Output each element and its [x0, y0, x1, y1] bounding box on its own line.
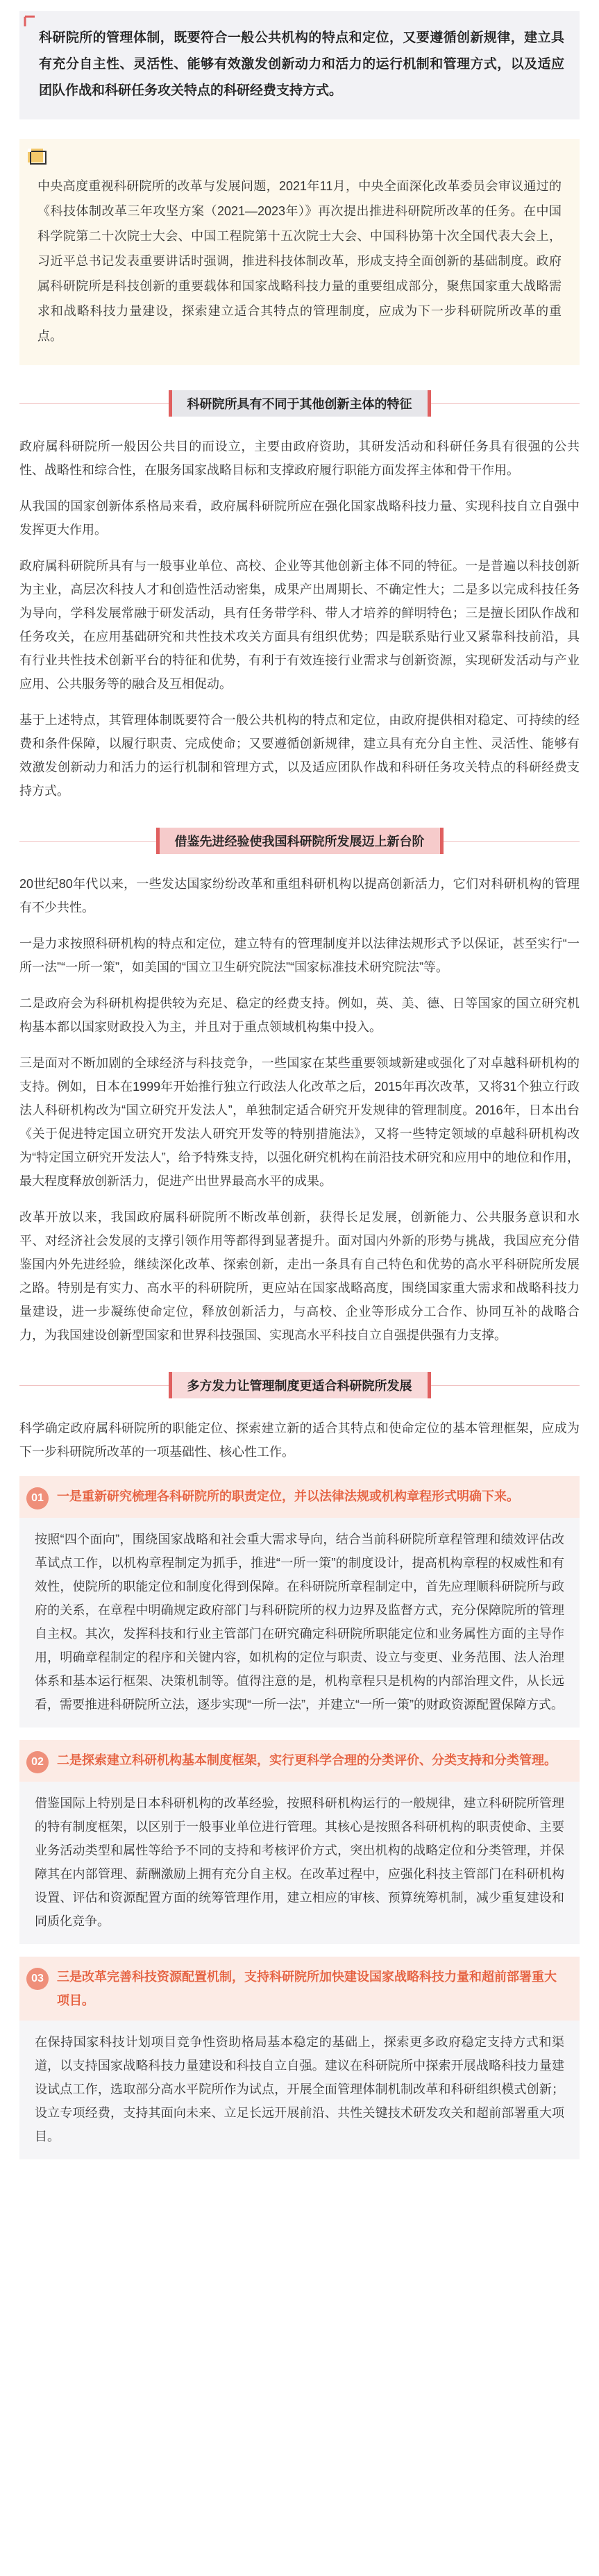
numbered-item-body: 在保持国家科技计划项目竞争性资助格局基本稳定的基础上，探索更多政府稳定支持方式和渠道，以支持国家战略科技力量建设和科技自立自强。建议在科研院所中探索开展战略科技力量建设试点工作，选取部分高水平院所作为试点，开展全面管理体制机制改革和科研组织模式创新；设立专项经费，支持其面向未来、立足长远开展前沿、共性关键技术研发攻关和超前部署重大项目。	[19, 2021, 580, 2159]
number-badge: 02	[26, 1751, 49, 1773]
quote-mark-icon	[26, 147, 47, 165]
background-quote-text: 中央高度重视科研院所的改革与发展问题，2021年11月，中央全面深化改革委员会审议通过的《科技体制改革三年攻坚方案（2021—2023年）》再次提出推进科研院所改革的任务。在中国科学院第二十次院士大会、中国工程院第十五次院士大会、中国科协第十次全国代表大会上，习近平总书记发表重要讲话时强调，推进科技体制改革，形成支持全面创新的基础制度。政府属科研院所是科技创新的重要载体和国家战略科技力量的重要组成部分，聚焦国家重大战略需求和战略科技力量建设，探索建立适合其特点的管理制度，应成为下一步科研院所改革的重点。	[37, 179, 562, 343]
paragraph: 政府属科研院所具有与一般事业单位、高校、企业等其他创新主体不同的特征。一是普遍以科技创新为主业，高层次科技人才和创造性活动密集，成果产出周期长、不确定性大；二是多以完成科技任务为导向，学科发展常融于研发活动，具有任务带学科、带人才培养的鲜明特色；三是擅长团队作战和任务攻关，在应用基础研究和共性技术攻关方面具有组织优势；四是联系贴行业又紧靠科技前沿，具有行业共性技术创新平台的特征和优势，有利于有效连接行业需求与创新资源，实现研发活动与产业应用、公共服务等的融合及互相促动。	[19, 559, 580, 691]
section-banner-2	[19, 828, 580, 854]
paragraph: 科学确定政府属科研院所的职能定位、探索建立新的适合其特点和使命定位的基本管理框架，应成为下一步科研院所改革的一项基础性、核心性工作。	[19, 1421, 580, 1459]
banner-divider	[431, 1385, 580, 1386]
paragraph: 20世纪80年代以来，一些发达国家纷纷改革和重组科研机构以提高创新活力，它们对科研机构的管理有不少共性。	[19, 877, 580, 914]
numbered-item-heading-1	[19, 1476, 580, 1518]
number-badge: 03	[26, 1968, 49, 1990]
paragraph: 三是面对不断加剧的全球经济与科技竞争，一些国家在某些重要领域新建或强化了对卓越科研机构的支持。例如，日本在1999年开始推行独立行政法人化改革之后，2015年再次改革，又将31个独立行政法人科研机构改为“国立研究开发法人”，单独制定适合研究开发规律的管理制度。2016年，日本出台《关于促进特定国立研究开发法人研究开发等的特别措施法》，又将一些特定领域的卓越科研机构改为“特定国立研究开发法人”，给予特殊支持，以强化研究机构在前沿技术研究和应用中的地位和作用，最大程度释放创新活力，促进产出世界最高水平的成果。	[19, 1056, 580, 1188]
number-badge: 01	[26, 1487, 49, 1509]
numbered-item-heading-2	[19, 1740, 580, 1782]
section-title-3: 多方发力让管理制度更适合科研院所发展	[169, 1372, 431, 1398]
lead-summary-box	[19, 11, 580, 119]
numbered-item-body: 借鉴国际上特别是日本科研机构的改革经验，按照科研机构运行的一般规律，建立科研院所管理的特有制度框架，以区别于一般事业单位进行管理。其核心是按照各科研机构的职责使命、主要业务活动类型和属性等给予不同的支持和考核评价方式，突出机构的战略定位和分类管理，并保障其在内部管理、薪酬激励上拥有充分自主权。在改革过程中，应强化科技主管部门在科研机构设置、评估和资源配置方面的统筹管理作用，建立相应的审核、预算统筹机制，减少重复建设和同质化竞争。	[19, 1782, 580, 1944]
paragraph: 从我国的国家创新体系格局来看，政府属科研院所应在强化国家战略科技力量、实现科技自立自强中发挥更大作用。	[19, 499, 580, 537]
paragraph: 政府属科研院所一般因公共目的而设立，主要由政府资助，其研发活动和科研任务具有很强的公共性、战略性和综合性，在服务国家战略目标和支撑政府履行职能方面发挥主体和骨干作用。	[19, 440, 580, 477]
paragraph: 二是政府会为科研机构提供较为充足、稳定的经费支持。例如，英、美、德、日等国家的国立研究机构基本都以国家财政投入为主，并且对于重点领域机构集中投入。	[19, 996, 580, 1034]
banner-divider	[431, 403, 580, 404]
banner-divider	[19, 1385, 169, 1386]
numbered-item-title: 二是探索建立科研机构基本制度框架，实行更科学合理的分类评价、分类支持和分类管理。	[57, 1753, 557, 1767]
background-quote-box	[19, 139, 580, 365]
section-banner-1	[19, 390, 580, 417]
numbered-item-body: 按照“四个面向”，围绕国家战略和社会重大需求导向，结合当前科研院所章程管理和绩效评估改革试点工作，以机构章程制定为抓手，推进“一所一策”的制度设计，提高机构章程的权威性和有效性，使院所的职能定位和制度化得到保障。在科研院所章程制定中，首先应理顺科研院所与政府的关系，在章程中明确规定政府部门与科研院所的权力边界及监督方式，充分保障院所的管理自主权。其次，发挥科技和行业主管部门在研究确定科研院所职能定位和业务属性方面的主导作用，明确章程制定的程序和关键内容，如机构的定位与职责、设立与变更、业务范围、法人治理体系和基本运行框架、决策机制等。值得注意的是，机构章程只是机构的内部治理文件，从长远看，需要推进科研院所立法，逐步实现“一所一法”，并建立“一所一策”的财政资源配置保障方式。	[19, 1518, 580, 1728]
paragraph: 一是力求按照科研机构的特点和定位，建立特有的管理制度并以法律法规形式予以保证，甚至实行“一所一法”“一所一策”，如美国的“国立卫生研究院法”“国家标准技术研究院法”等。	[19, 937, 580, 974]
section-banner-3	[19, 1372, 580, 1398]
numbered-item-heading-3	[19, 1957, 580, 2021]
paragraph: 基于上述特点，其管理体制既要符合一般公共机构的特点和定位，由政府提供相对稳定、可持续的经费和条件保障，以履行职责、完成使命；又要遵循创新规律，建立具有充分自主性、灵活性、能够有效激发创新动力和活力的运行机制和管理方式，以及适应团队作战和科研任务攻关特点的科研经费支持方式。	[19, 713, 580, 798]
section-title-1: 科研院所具有不同于其他创新主体的特征	[169, 390, 431, 417]
numbered-item-title: 一是重新研究梳理各科研院所的职责定位，并以法律法规或机构章程形式明确下来。	[57, 1489, 519, 1503]
banner-divider	[19, 841, 156, 842]
banner-divider	[19, 403, 169, 404]
banner-divider	[444, 841, 580, 842]
numbered-item-title: 三是改革完善科技资源配置机制，支持科研院所加快建设国家战略科技力量和超前部署重大项目。	[57, 1970, 557, 2007]
section-title-2: 借鉴先进经验使我国科研院所发展迈上新台阶	[156, 828, 444, 854]
paragraph: 改革开放以来，我国政府属科研院所不断改革创新，获得长足发展，创新能力、公共服务意识和水平、对经济社会发展的支撑引领作用等都得到显著提升。面对国内外新的形势与挑战，我国应充分借鉴国内外先进经验，继续深化改革、探索创新，走出一条具有自己特色和优势的高水平科研院所发展之路。特别是有实力、高水平的科研院所，更应站在国家战略高度，围绕国家重大需求和战略科技力量建设，进一步凝练使命定位，释放创新活力，与高校、企业等形成分工合作、协同互补的战略合力，为我国建设创新型国家和世界科技强国、实现高水平科技自立自强提供强有力支撑。	[19, 1210, 580, 1342]
corner-mark-icon	[24, 15, 36, 28]
lead-summary-text: 科研院所的管理体制，既要符合一般公共机构的特点和定位，又要遵循创新规律，建立具有充分自主性、灵活性、能够有效激发创新动力和活力的运行机制和管理方式，以及适应团队作战和科研任务攻关特点的科研经费支持方式。	[39, 31, 564, 98]
